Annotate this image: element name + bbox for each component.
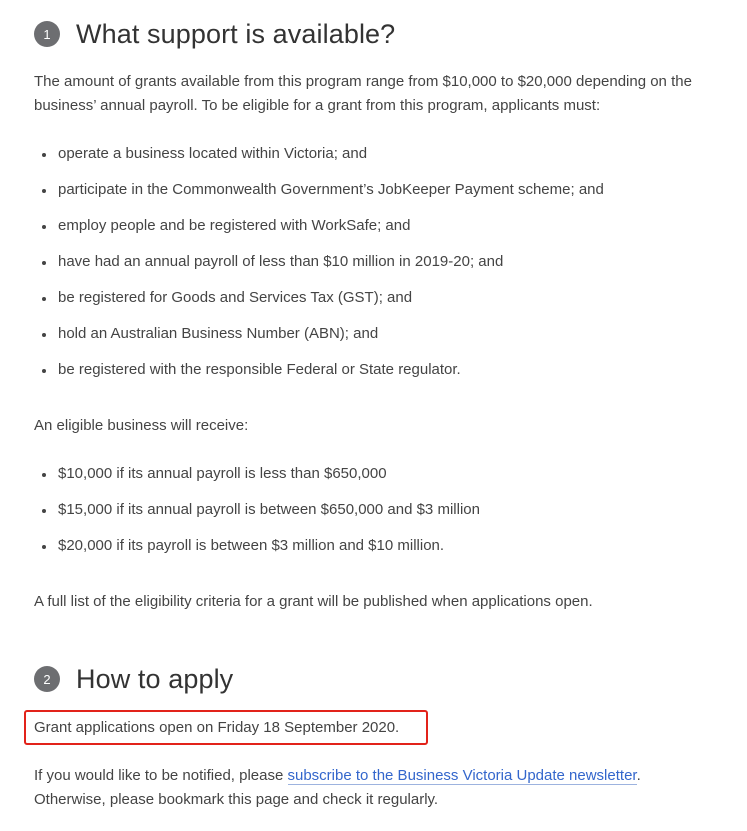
notify-prefix: If you would like to be notified, please [34, 767, 288, 784]
list-item-text: be registered for Goods and Services Tax (GST); and [58, 289, 413, 306]
list-item-text: employ people and be registered with WorkSafe; and [58, 217, 411, 234]
notify-suffix: . [636, 767, 641, 784]
bullet-icon [42, 297, 46, 301]
list-item-text: participate in the Commonwealth Government’s JobKeeper Payment scheme; and [58, 181, 604, 198]
list-item [34, 534, 480, 570]
step-badge-1: 1 [34, 21, 60, 47]
list-item [34, 178, 604, 214]
subscribe-newsletter-link[interactable]: subscribe to the Business Victoria Update newsletter [287, 767, 637, 784]
section-heading-support [34, 14, 395, 54]
application-open-date: Grant applications open on Friday 18 September 2020. [34, 719, 400, 736]
list-item-text: operate a business located within Victoria; and [58, 145, 368, 162]
list-item [34, 322, 604, 358]
list-item [34, 358, 604, 394]
bullet-icon [42, 473, 46, 477]
list-item-text: hold an Australian Business Number (ABN); and [58, 325, 379, 342]
bullet-icon [42, 261, 46, 265]
grant-amounts-list [34, 462, 480, 570]
receive-intro: An eligible business will receive: [34, 417, 249, 434]
bullet-icon [42, 369, 46, 373]
list-item [34, 250, 604, 286]
list-item [34, 498, 480, 534]
list-item [34, 286, 604, 322]
list-item-text: $10,000 if its annual payroll is less than $650,000 [58, 465, 387, 482]
list-item-text: $15,000 if its annual payroll is between $650,000 and $3 million [58, 501, 480, 518]
list-item-text: $20,000 if its payroll is between $3 million and $10 million. [58, 537, 445, 554]
eligibility-criteria-list [34, 142, 604, 394]
section-title-apply: How to apply [76, 663, 234, 694]
bullet-icon [42, 545, 46, 549]
list-item-text: be registered with the responsible Federal or State regulator. [58, 361, 461, 378]
bullet-icon [42, 189, 46, 193]
list-item-text: have had an annual payroll of less than $10 million in 2019-20; and [58, 253, 504, 270]
bullet-icon [42, 225, 46, 229]
list-item [34, 142, 604, 178]
bullet-icon [42, 509, 46, 513]
list-item [34, 462, 480, 498]
section-title-support: What support is available? [76, 18, 396, 49]
notify-line-2: Otherwise, please bookmark this page and check it regularly. [34, 791, 439, 808]
notify-paragraph [34, 764, 746, 812]
section-heading-apply [34, 659, 233, 699]
bullet-icon [42, 153, 46, 157]
list-item [34, 214, 604, 250]
eligibility-footnote: A full list of the eligibility criteria for a grant will be published when applications open. [34, 593, 593, 610]
intro-paragraph: The amount of grants available from this program range from $10,000 to $20,000 depending on the business’ annual payroll. To be eligible for a grant from this program, applicants must: [34, 73, 692, 114]
step-badge-2: 2 [34, 666, 60, 692]
bullet-icon [42, 333, 46, 337]
